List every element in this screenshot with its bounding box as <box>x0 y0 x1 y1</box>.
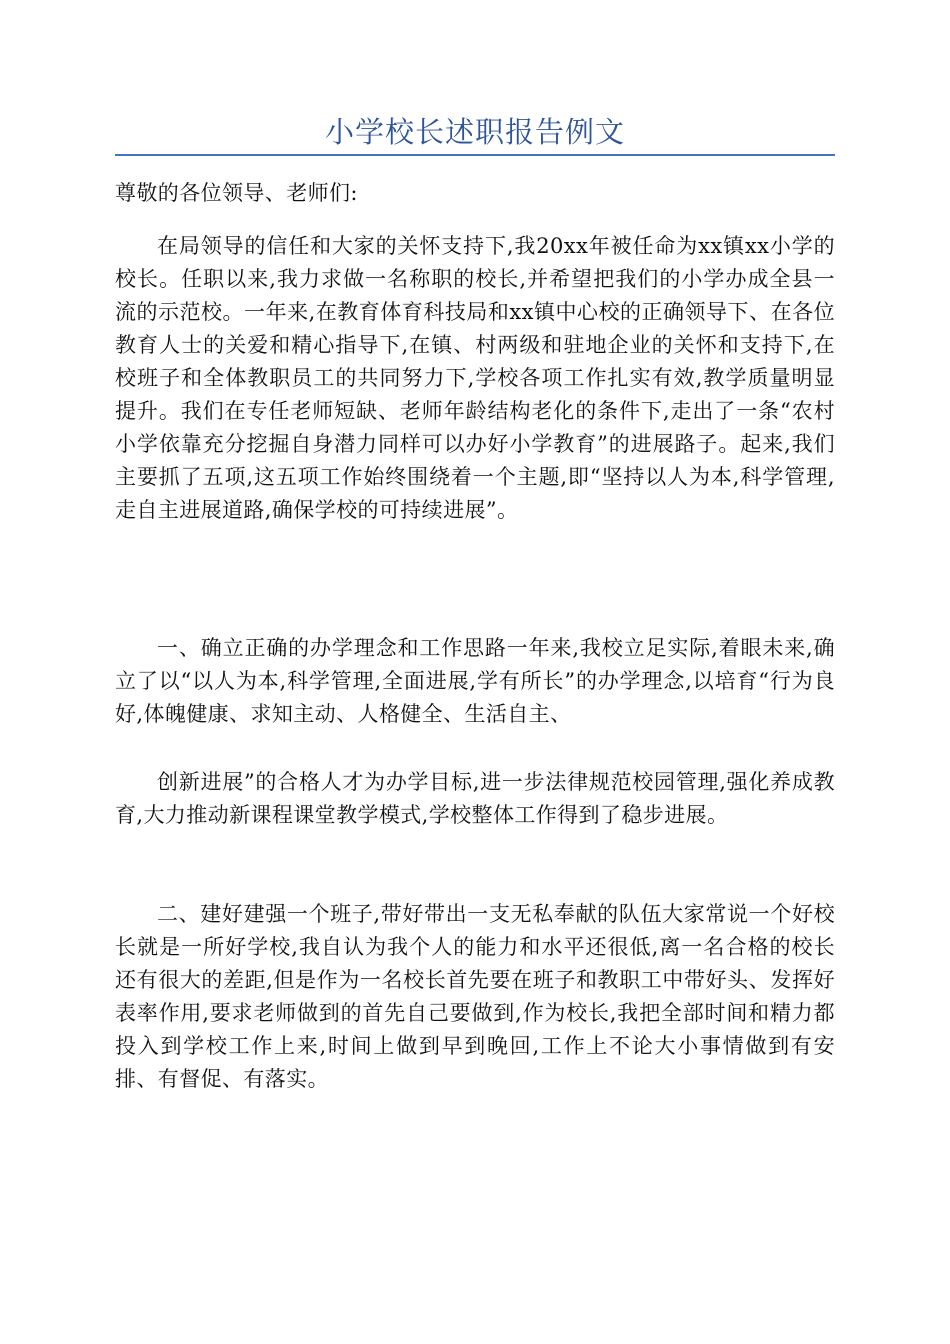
document-title: 小学校长述职报告例文 <box>324 115 625 149</box>
paragraph-section-one: 一、确立正确的办学理念和工作思路一年来,我校立足实际,着眼未来,确立了以“以人为本,科学管理,全面进展,学有所长”的办学理念,以培育“行为良好,体魄健康、求知主动、人格健全、生活自主、 <box>115 636 835 726</box>
paragraph-intro: 在局领导的信任和大家的关怀支持下,我20xx年被任命为xx镇xx小学的校长。任职以来,我力求做一名称职的校长,并希望把我们的小学办成全县一流的示范校。一年来,在教育体育科技局和xx镇中心校的正确领导下、在各位教育人士的关爱和精心指导下,在镇、村两级和驻地企业的关怀和支持下,在校班子和全体教职员工的共同努力下,学校各项工作扎实有效,教学质量明显提升。我们在专任老师短缺、老师年龄结构老化的条件下,走出了一条“农村小学依靠充分挖掘自身潜力同样可以办好小学教育”的进展路子。起来,我们主要抓了五项,这五项工作始终围绕着一个主题,即“坚持以人为本,科学管理,走自主进展道路,确保学校的可持续进展”。 <box>115 234 835 522</box>
paragraph-section-one-continued: 创新进展”的合格人才为办学目标,进一步法律规范校园管理,强化养成教育,大力推动新课程课堂教学模式,学校整体工作得到了稳步进展。 <box>115 770 835 827</box>
paragraph-section-two: 二、建好建强一个班子,带好带出一支无私奉献的队伍大家常说一个好校长就是一所好学校,我自认为我个人的能力和水平还很低,离一名合格的校长还有很大的差距,但是作为一名校长首先要在班子和教职工中带好头、发挥好表率作用,要求老师做到的首先自己要做到,作为校长,我把全部时间和精力都投入到学校工作上来,时间上做到早到晚回,工作上不论大小事情做到有安排、有督促、有落实。 <box>115 902 835 1091</box>
salutation: 尊敬的各位领导、老师们: <box>115 181 358 205</box>
title-underline <box>115 154 835 156</box>
